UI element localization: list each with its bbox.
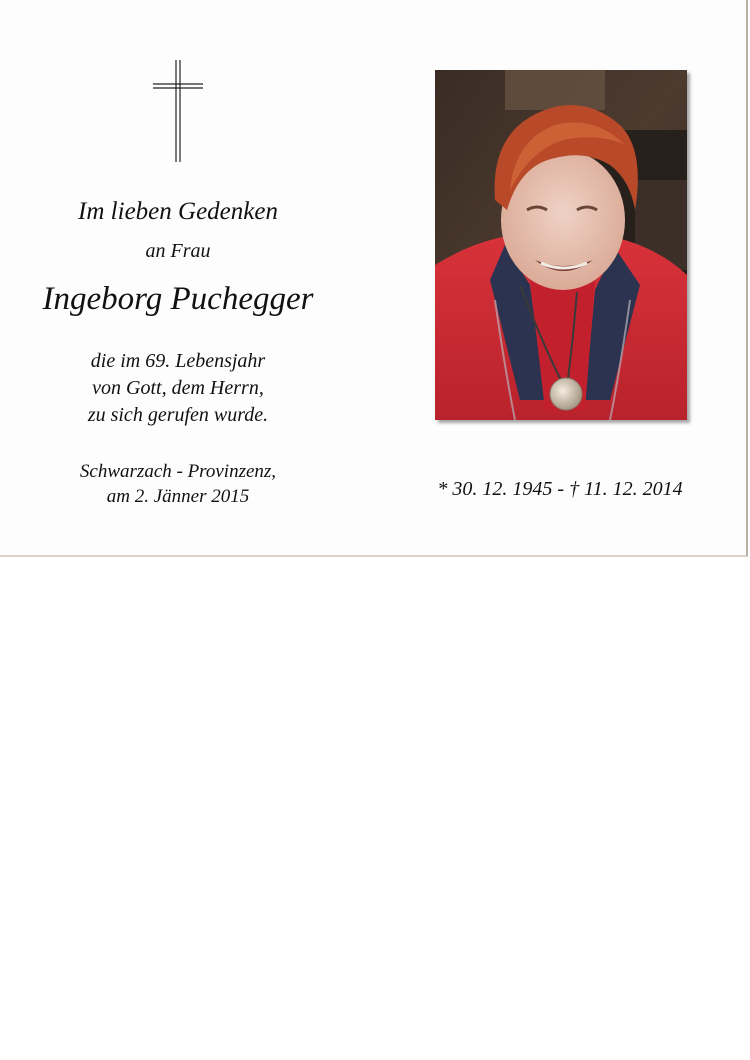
place-line: Schwarzach - Provinzenz, xyxy=(79,461,277,482)
life-text xyxy=(30,348,326,429)
memorial-heading: Im lieben Gedenken xyxy=(78,198,278,225)
place-date xyxy=(30,459,326,509)
life-dates: * 30. 12. 1945 - † 11. 12. 2014 xyxy=(437,478,683,500)
latin-cross-icon xyxy=(151,58,205,164)
deceased-name: Ingeborg Puchegger xyxy=(42,281,314,317)
life-line: zu sich gerufen wurde. xyxy=(87,404,269,426)
life-line: von Gott, dem Herrn, xyxy=(92,377,264,399)
salutation: an Frau xyxy=(145,240,211,262)
place-line: am 2. Jänner 2015 xyxy=(106,486,250,507)
life-line: die im 69. Lebensjahr xyxy=(90,350,266,372)
portrait-photo xyxy=(435,70,687,420)
